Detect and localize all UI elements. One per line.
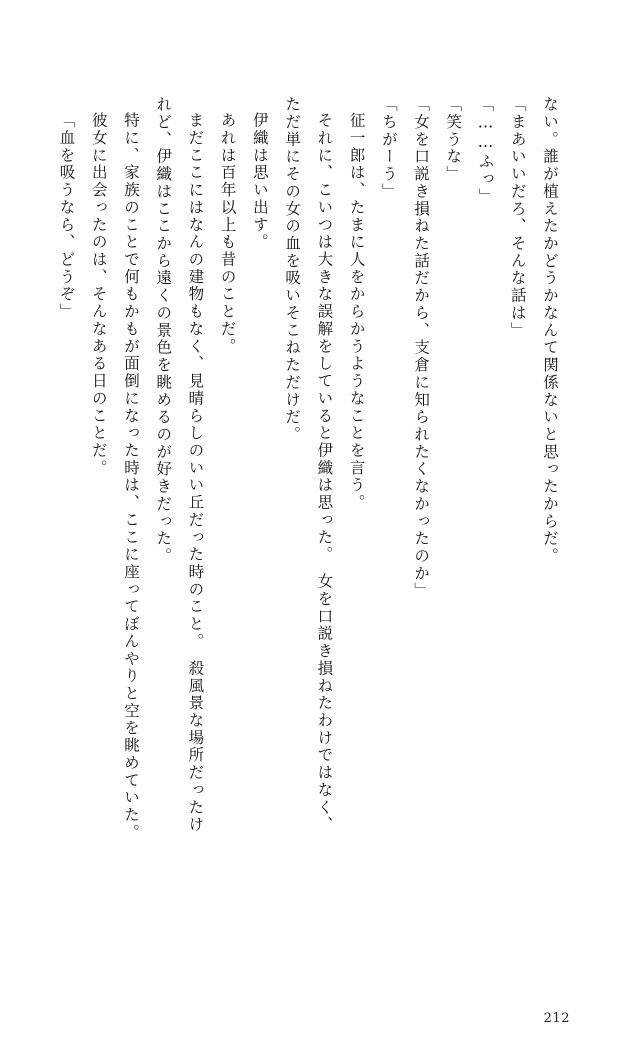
paragraph: 「女を口説き損ねた話だから、支倉に知られたくなかったのか」 (412, 96, 431, 600)
paragraph: あれは百年以上も昔のことだ。 (218, 111, 237, 355)
paragraph: まだここにはなんの建物もなく、見晴らしのいい丘だった時のこと。 殺風景な場所だったけ (186, 111, 205, 833)
paragraph: 「……ふっ」 (476, 96, 495, 206)
paragraph: ない。誰が植えたかどうかなんて関係ないと思ったからだ。 (541, 96, 559, 565)
paragraph: それに、こいつは大きな誤解をしていると伊織は思った。 女を口説き損ねたわけではなく、 (315, 111, 334, 833)
paragraph: れど、伊織はここから遠くの景色を眺めるのが好きだった。 (154, 96, 173, 565)
paragraph: 征一郎は、たまに人をからかうようなことを言う。 (347, 111, 366, 511)
paragraph: 「笑うな」 (444, 96, 463, 183)
paragraph: 伊織は思い出す。 (250, 111, 269, 251)
paragraph: 「まあいいだろ、そんな話は」 (508, 96, 527, 340)
page-number: 212 (543, 1011, 570, 1026)
paragraph: 「ちがーう」 (379, 96, 398, 201)
paragraph: 彼女に出会ったのは、そんなある日のことだ。 (89, 111, 108, 477)
paragraph: 特に、家族のことで何もかもが面倒になった時は、ここに座ってぼんやりと空を眺めていた。 (121, 111, 140, 841)
vertical-text-body (57, 96, 566, 976)
paragraph: ただ単にその女の血を吸いそこねただけだ。 (283, 96, 302, 444)
paragraph: 「血を吸うなら、どうぞ」 (57, 111, 76, 320)
